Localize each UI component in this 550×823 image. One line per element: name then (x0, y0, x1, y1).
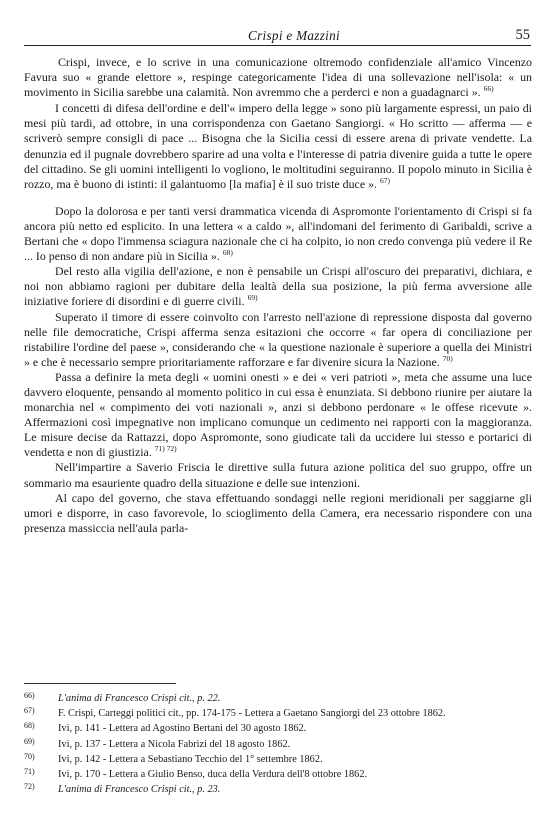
paragraph-text: Dopo la dolorosa e per tanti versi drammatica vicenda di Aspromonte l'orientamento di Crispi si fa ancora più netto ed esplicito. In una lettera « a caldo », all'indomani del ferimento di Garibaldi, scrive a Bertani che « dopo l'immensa sciagura nazionale che ci ha colpito, io non credo convenga più vedere il Re ... Io penso di non andare più in Sicilia ». (24, 203, 532, 264)
header-rule (24, 45, 531, 46)
paragraph-text: Passa a definire la meta degli « uomini onesti » e dei « veri patrioti », meta che assume una luce davvero eloquente, pensando al momento politico in cui essa è enunziata. Si debbono riunire per aiutare la monarchia nel « compimento dei voti nazionali », anzi si debbono perdonare « le offese ricevute ». Affermazioni così impegnative non implicano comunque un cedimento nei rapporti con la maggioranza. Le misure decise da Rattazzi, dopo Aspromonte, sono giudicate tali da uccidere lui stesso e portarici di vendetta e non di giustizia. (24, 369, 532, 460)
paragraph (24, 310, 532, 370)
footnote: 69) Ivi, p. 137 - Lettera a Nicola Fabrizi del 18 agosto 1862. (24, 736, 291, 750)
paragraph (24, 204, 532, 264)
footnote: 71) Ivi, p. 170 - Lettera a Giulio Benso, duca della Verdura dell'8 ottobre 1862. (24, 767, 368, 781)
running-title: Crispi e Mazzini (248, 28, 340, 43)
paragraph (24, 55, 532, 100)
footnote-text: Ivi, p. 170 - Lettera a Giulio Benso, duca della Verdura dell'8 ottobre 1862. (58, 769, 368, 781)
paragraph (24, 101, 532, 192)
footnote-text: F. Crispi, Carteggi politici cit., pp. 174-175 - Lettera a Gaetano Sangiorgi del 23 ottobre 1862. (58, 708, 446, 720)
footnote-ref: 69) (247, 293, 258, 303)
footnote: 66) L'anima di Francesco Crispi cit., p. 22. (24, 691, 221, 704)
footnote: 70) Ivi, p. 142 - Lettera a Sebastiano Tecchio del 1° settembre 1862. (24, 751, 323, 765)
paragraph-text: Superato il timore di essere coinvolto con l'arresto nell'azione di repressione disposta dal governo nelle file democratiche, Crispi afferma senza esitazioni che occorre « far opera di conciliazione per ristabilire l'ordine del paese », considerando che « la questione nazionale è superiore a quella dei Ministri » e che è necessario sempre prioritariamente rafforzare e far divenire sicura la Nazione. (24, 309, 532, 369)
footnote-ref: 71) 72) (154, 444, 177, 454)
footnote-text: Ivi, p. 137 - Lettera a Nicola Fabrizi del 18 agosto 1862. (58, 738, 291, 750)
footnote: 68) Ivi, p. 141 - Lettera ad Agostino Bertani del 30 agosto 1862. (24, 721, 307, 735)
paragraph-text: Del resto alla vigilia dell'azione, e non è pensabile un Crispi all'oscuro dei preparativi, dichiara, e noi non abbiamo ragioni per dubitare della lealtà della sua posizione, la più ferma avversione alle iniziative foriere di disordini e di guerre civili. (24, 264, 532, 309)
footnote-ref: 66) (483, 84, 494, 94)
footnote-ref: 70) (442, 353, 453, 363)
paragraph-text: Nell'impartire a Saverio Friscia le direttive sulla futura azione politica del suo gruppo, offre un sommario ma esauriente quadro della situazione e delle sue intenzioni. (24, 460, 532, 490)
paragraph (24, 264, 532, 309)
footnote-text: Ivi, p. 142 - Lettera a Sebastiano Tecchio del 1° settembre 1862. (58, 753, 323, 765)
paragraph (24, 370, 532, 461)
footnote-rule (24, 683, 176, 684)
page-header (24, 26, 530, 46)
footnote: 72) L'anima di Francesco Crispi cit., p. 23. (24, 782, 221, 796)
footnote-text: L'anima di Francesco Crispi cit., p. 22. (58, 693, 221, 704)
paragraph-text: I concetti di difesa dell'ordine e dell'« impero della legge » sono più largamente espressi, un paio di mesi più tardi, ad ottobre, in una corrispondenza con Gaetano Sangiorgi. « Ho scritto — afferma — e scriverò sempre consigli di pace ... Bisogna che la Sicilia cessi di essere arena di private vendette. La denunzia ed il pugnale dovrebbero sparire ad una volta e l'interesse di patria divenire guida a tutte le opere del cittadino. Se gli uomini intelligenti lo vogliono, le moltitudini seguiranno. Il popolo minuto in Sicilia è rozzo, ma è buono di istinti: il galantuomo [la mafia] è il suo triste duce ». (24, 101, 532, 191)
paragraph-text: Al capo del governo, che stava effettuando sondaggi nelle regioni meridionali per saggiarne gli umori e disporre, in caso favorevole, lo scioglimento della Camera, era necessario rispondere con una presenza massiccia nell'aula parla- (24, 490, 532, 535)
paragraph (24, 491, 532, 536)
footnote-ref: 67) (379, 175, 390, 185)
footnote: 67) F. Crispi, Carteggi politici cit., pp. 174-175 - Lettera a Gaetano Sangiorgi del 23 ottobre 1862. (24, 706, 446, 720)
paragraph (24, 460, 532, 490)
page-number: 55 (515, 27, 530, 43)
footnote-text: Ivi, p. 141 - Lettera ad Agostino Bertani del 30 agosto 1862. (58, 723, 307, 735)
footnotes (24, 691, 530, 797)
paragraph-text: Crispi, invece, e lo scrive in una comunicazione oltremodo confidenziale all'amico Vincenzo Favura suo « grande elettore », respinge categoricamente l'idea di una sollevazione nell'isola: « un movimento in Sicilia sarebbe una calamità. Non avremmo che a perderci e non a guadagnarci ». (24, 55, 532, 100)
footnote-text: L'anima di Francesco Crispi cit., p. 23. (58, 784, 221, 796)
footnote-ref: 68) (222, 248, 233, 258)
main-text (24, 55, 532, 536)
